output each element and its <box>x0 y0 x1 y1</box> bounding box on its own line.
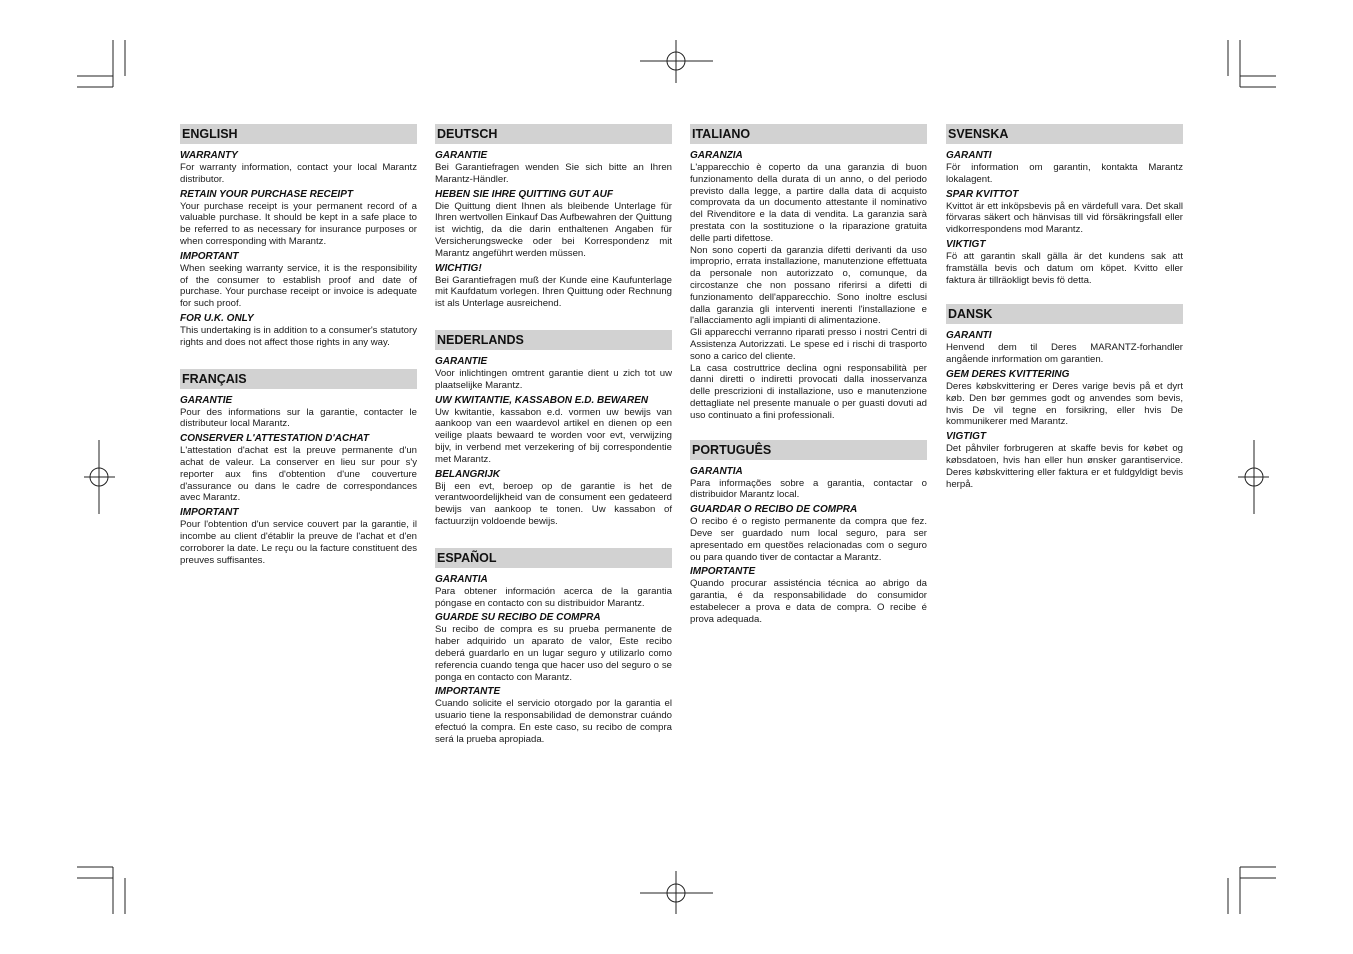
block-garantie <box>435 150 672 186</box>
block-heading: GARANTIA <box>690 465 743 477</box>
section-italiano <box>690 124 927 422</box>
section-deutsch <box>435 124 672 310</box>
block-heading: HEBEN SIE IHRE QUITTING GUT AUF <box>435 188 613 200</box>
block-text: Para obtener información acerca de la garantia póngase en contacto con su distribuidor Marantz. <box>435 585 672 609</box>
block-garanti <box>946 150 1183 186</box>
block-heading: BELANGRIJK <box>435 468 501 480</box>
section-title: DEUTSCH <box>435 124 672 144</box>
block-text: When seeking warranty service, it is the responsibility of the consumer to establish proof and date of purchase. Your purchase receipt or invoice is adequate for such proof. <box>180 262 417 310</box>
block-heading: IMPORTANT <box>180 250 239 262</box>
block-text: Voor inlichtingen omtrent garantie dient u zich tot uw plaatselijke Marantz. <box>435 367 672 391</box>
block-text: Quando procurar assisténcia técnica ao abrigo da garantia, é da responsabilidade do consumidor estabelecer a prova e data de compra. O recibe é prova adequada. <box>690 578 927 625</box>
block-heading: WARRANTY <box>180 150 238 161</box>
section-nederlands <box>435 330 672 528</box>
block-text: Pour l'obtention d'un service couvert par la garantie, il incombe au client d'établir la preuve de l'achat et d'en corroborer la date. Le reçu ou la facture constituent des preuves suffisantes. <box>180 519 417 566</box>
block-text: Fö att garantin skall gälla är det kundens sak att framställa bevis och datum om köpet. Kvitto eller faktura är tillräokligt bevis fö detta. <box>946 250 1183 286</box>
section-title: FRANÇAIS <box>180 369 417 389</box>
block-text: Henvend dem til Deres MARANTZ-forhandler angående inrformation om garantien. <box>946 342 1183 366</box>
block-heading: CONSERVER L'ATTESTATION D'ACHAT <box>180 433 370 445</box>
section-title: SVENSKA <box>946 124 1183 144</box>
block-heading: VIGTIGT <box>946 431 986 443</box>
block-garanzia <box>690 150 927 422</box>
block-vigtigt <box>946 431 1183 490</box>
block-important <box>180 251 417 310</box>
block-text: Su recibo de compra es su prueba permanente de haber adquirido un aparato de valor, Este recibo deberá guardarlo en un lugar seguro y utilizarlo como referencia cuando tenga que hacer uso del seguro o se ponga en contacto con Marantz. <box>435 624 672 683</box>
block-text: Your purchase receipt is your permanent record of a valuable purchase. It should be kept in a safe place to be referred to as necessary for insurance purposes or when corresponding with Marantz. <box>180 200 417 247</box>
block-heading: GEM DERES KVITTERING <box>946 368 1070 380</box>
column-4 <box>946 124 1183 504</box>
block-heading: IMPORTANTE <box>690 566 756 578</box>
block-wichtig <box>435 263 672 310</box>
block-text: Kvittot är ett inköpsbevis på en värdefull vara. Det skall förvaras säkert och hänvisas till vid försäkringsfall eller vidkorrespondens mod Marantz. <box>946 200 1183 236</box>
block-important <box>180 507 417 566</box>
block-text: Para informações sobre a garantia, contactar o distribuidor Marantz local. <box>690 477 927 501</box>
block-heading: SPAR KVITTOT <box>946 188 1019 200</box>
section-dansk <box>946 304 1183 490</box>
section-title: PORTUGUÊS <box>690 440 927 460</box>
block-recibo <box>690 504 927 563</box>
block-importante <box>435 686 672 745</box>
column-1 <box>180 124 417 580</box>
block-heading: GARANTIE <box>435 150 488 161</box>
block-heading: FOR U.K. ONLY <box>180 312 254 324</box>
block-text: Bei Garantiefragen wenden Sie sich bitte an Ihren Marantz-Händler. <box>435 162 672 185</box>
section-title: ITALIANO <box>690 124 927 144</box>
block-garantia <box>690 466 927 502</box>
column-3 <box>690 124 927 640</box>
block-heading: GUARDAR O RECIBO DE COMPRA <box>690 504 858 516</box>
block-heading: UW KWITANTIE, KASSABON E.D. BEWAREN <box>435 394 649 406</box>
block-text: För information om garantin, kontakta Marantz lokalagent. <box>946 162 1183 185</box>
block-attestation <box>180 433 417 504</box>
section-portugues <box>690 440 927 626</box>
section-espanol <box>435 548 672 746</box>
section-title: ENGLISH <box>180 124 417 144</box>
block-heading: GARANTI <box>946 150 992 161</box>
block-text: Det påhviler forbrugeren at skaffe bevis for købet og købsdatoen, hvis han eller hun ønsker garantiservice. Deres købskvittering eller faktura er et fuldgyldigt bevis herpå. <box>946 443 1183 490</box>
block-heading: IMPORTANT <box>180 507 239 519</box>
block-text: Die Quittung dient Ihnen als bleibende Unterlage für Ihren wertvollen Einkauf Das Aufbewahren der Quittung ist wichtig, da die darin enthaltenen Angaben für Versicherungswecke oder bei Korrespondenz mit Marantz angeführt werden müssen. <box>435 200 672 259</box>
section-francais <box>180 369 417 567</box>
block-heading: VIKTIGT <box>946 238 986 250</box>
block-text: Pour des informations sur la garantie, contacter le distributeur local Marantz. <box>180 406 417 430</box>
block-importante <box>690 566 927 625</box>
block-heading: GARANZIA <box>690 150 743 161</box>
section-english <box>180 124 417 349</box>
block-heading: WICHTIG! <box>435 262 482 274</box>
block-text: La casa costruttrice declina ogni responsabilità per danni diretti o indiretti provocati dalla inosservanza delle prescrizioni di installazione, uso e manutenzione dettagliate nel presente manuale o per guasti dovuti ad uso continuato a fini professionali. <box>690 362 927 421</box>
block-heading: IMPORTANTE <box>435 686 501 698</box>
block-text: L'apparecchio è coperto da una garanzia di buon funzionamento della durata di un anno, o del periodo previsto dalla legge, a partire dalla data di acquisto comprovata da un documento attestante il nominativo del Rivenditore e la data di vendita. La garanzia sarà prestata con la sostituzione o la riparazione gratuita delle parti difettose. <box>690 162 927 244</box>
block-garanti <box>946 330 1183 366</box>
block-kwitantie <box>435 395 672 466</box>
block-heading: RETAIN YOUR PURCHASE RECEIPT <box>180 188 353 200</box>
block-recibo <box>435 612 672 683</box>
block-text: O recibo é o registo permanente da compra que fez. Deve ser guardado num local seguro, para ser apresentado em questões relacionadas com o seguro ou para quando tiver de contactar a Marantz. <box>690 516 927 563</box>
block-heading: GARANTIE <box>435 355 488 367</box>
block-kvittot <box>946 189 1183 236</box>
block-receipt <box>180 189 417 248</box>
block-text: Bei Garantiefragen muß der Kunde eine Kaufunterlage mit Kaufdatum vorlegen. Ihren Quittung oder Rechnung ist als Unterlage ausreichend. <box>435 274 672 310</box>
section-title: ESPAÑOL <box>435 548 672 568</box>
block-garantie <box>435 356 672 392</box>
block-text: For warranty information, contact your local Marantz distributor. <box>180 162 417 185</box>
block-text: L'attestation d'achat est la preuve permanente d'un achat de valeur. La conserver en lieu sur pour s'y reporter aux fins d'obtention d'une couverture d'assurance ou dans le cadre de correspondances avec Marantz. <box>180 445 417 504</box>
block-uk-only <box>180 313 417 349</box>
section-svenska <box>946 124 1183 286</box>
section-title: DANSK <box>946 304 1183 324</box>
block-garantie <box>180 395 417 431</box>
block-garantia <box>435 574 672 610</box>
block-quittung <box>435 189 672 260</box>
block-text: This undertaking is in addition to a consumer's statutory rights and does not affect those rights in any way. <box>180 324 417 348</box>
block-text: Gli apparecchi verranno riparati presso i nostri Centri di Assistenza Autorizzati. Le spese ed i rischi di trasporto sono a carico del cliente. <box>690 327 927 362</box>
block-text: Non sono coperti da garanzia difetti derivanti da uso improprio, errata installazione, manutenzione effettuata da personale non autorizzato o, comunque, da circostanze che non possano riferirsi a difetti di funzionamento dell'apparecchio. Sono inoltre esclusi dalla garanzia gli interventi inerenti l'installazione e l'allacciamento agli impianti di alimentazione. <box>690 244 927 327</box>
block-heading: GARANTI <box>946 330 992 342</box>
block-kvittering <box>946 369 1183 428</box>
section-title: NEDERLANDS <box>435 330 672 350</box>
block-text: Bij een evt, beroep op de garantie is het de verantwoordelijkheid van de consument een gedateerd bewijs van aankoop te tonen. Uw kassabon of factuurzijn voldoende bewijs. <box>435 480 672 527</box>
block-heading: GARANTIA <box>435 573 488 585</box>
column-2 <box>435 124 672 760</box>
block-heading: GUARDE SU RECIBO DE COMPRA <box>435 612 601 624</box>
block-viktigt <box>946 239 1183 286</box>
block-heading: GARANTIE <box>180 394 233 406</box>
block-text: Deres købskvittering er Deres varige bevis på et dyrt køb. Den bør gemmes godt og anvendes som bevis, hvis De vil tegne en forsikring, eller hvis De kommunikerer med Marantz. <box>946 380 1183 428</box>
block-text: Cuando solicite el servicio otorgado por la garantia el usuario tiene la responsabilidad de demonstrar cuándo efectuó la compra. En este caso, su recibo de compra será la prueba apropiada. <box>435 698 672 745</box>
block-belangrijk <box>435 469 672 528</box>
block-warranty <box>180 150 417 186</box>
block-text: Uw kwitantie, kassabon e.d. vormen uw bewijs van aankoop van een waardevol artikel en dienen op een veilige plaats bewaard te worden voor evt, verwijzing bijv, in verbend met verzekering of bij correspondentie met Marantz. <box>435 406 672 465</box>
